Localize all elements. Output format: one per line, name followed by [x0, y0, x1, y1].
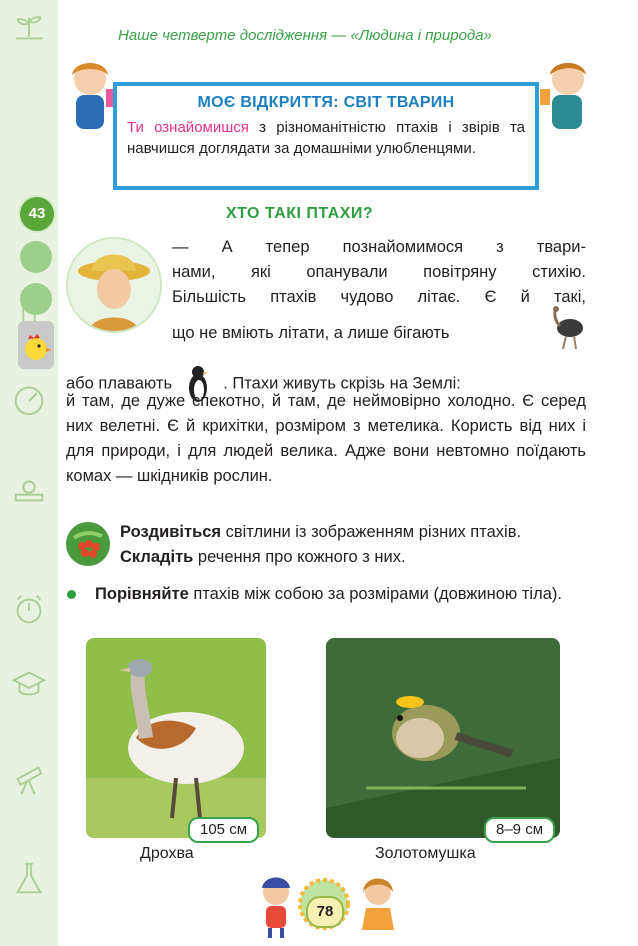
- compare-text: птахів між собою за розмірами (довжиною тіла).: [188, 585, 562, 603]
- boy-illustration-icon: [540, 55, 598, 135]
- rowan-berries-icon: [66, 522, 110, 566]
- task-marker: [66, 522, 110, 566]
- narrator-portrait: [66, 237, 162, 333]
- ostrich-icon: [546, 306, 586, 350]
- callout-title: МОЄ ВІДКРИТТЯ: СВІТ ТВАРИН: [197, 94, 455, 111]
- story-line: — А тепер познайомимося з твари-: [172, 238, 586, 256]
- caption-goldcrest: Золотомушка: [375, 845, 476, 862]
- chick-icon: [18, 321, 54, 369]
- bullet-dot: [67, 590, 76, 599]
- flask-icon: [10, 860, 48, 898]
- page-number: 78: [306, 896, 344, 928]
- books-apple-icon: [10, 470, 48, 508]
- caption-bustard: Дрохва: [140, 845, 194, 862]
- size-badge-goldcrest: 8–9 см: [484, 817, 555, 843]
- lesson-number-badge: 43: [20, 197, 54, 231]
- callout-text-rest: і звірів та навчишся доглядати за домашніми улюбленцями.: [127, 119, 526, 157]
- story-line: нами, які опанували повітряну стихію.: [172, 263, 586, 281]
- task-text-part: світлини із зображенням різних птахів.: [221, 523, 522, 541]
- discovery-callout: [113, 82, 539, 190]
- callout-text: [127, 117, 525, 159]
- task-verb: Складіть: [120, 548, 194, 566]
- callout-highlight: Ти ознайомишся: [127, 119, 249, 136]
- task-verb: Роздивіться: [120, 523, 222, 541]
- compare-verb: Порівняйте: [95, 585, 189, 603]
- story-line-5b: . Птахи живуть скрізь на Землі:: [223, 374, 461, 393]
- story-line-5a: або плавають: [66, 374, 173, 393]
- graduation-cap-icon: [10, 665, 48, 703]
- story-paragraph: й там, де дуже спекотно, й там, де неймовірно холодно. Є серед них велетні. Є й крихітки, розміром з метелика. Користь від них і для природи, і для людей велика. Адже вони невтомно поїдають комах — шкідників рослин.: [66, 392, 586, 485]
- task-text-part: речення про кожного з них.: [193, 548, 406, 566]
- progress-dot: [20, 283, 52, 315]
- telescope-icon: [10, 760, 48, 798]
- chick-marker: [18, 321, 54, 369]
- bustard-bird-icon: [86, 638, 266, 838]
- plant-hand-icon: [10, 8, 48, 46]
- chapter-header: Наше четверте дослідження — «Людина і природа»: [118, 27, 492, 44]
- goldcrest-bird-icon: [326, 638, 560, 838]
- girl-illustration-icon: [60, 55, 118, 135]
- boy-footer-icon: [256, 872, 296, 940]
- girl-footer-icon: [358, 872, 398, 940]
- task-text: [120, 520, 586, 570]
- explorer-icon: [68, 239, 160, 331]
- callout-text-line1: з різноманітністю птахів: [248, 119, 439, 136]
- goldcrest-photo: [326, 638, 560, 838]
- dial-icon: [10, 380, 48, 418]
- story-line: що не вміють літати, а лише бігають: [172, 324, 450, 342]
- bustard-photo: [86, 638, 266, 838]
- section-title: ХТО ТАКІ ПТАХИ?: [226, 205, 374, 222]
- alarm-clock-icon: [10, 590, 48, 628]
- progress-dot: [20, 241, 52, 273]
- story-line: Більшість птахів чудово літає. Є й такі,: [172, 288, 586, 306]
- left-sidebar: [0, 0, 58, 946]
- compare-task: [95, 582, 586, 607]
- size-badge-bustard: 105 см: [188, 817, 259, 843]
